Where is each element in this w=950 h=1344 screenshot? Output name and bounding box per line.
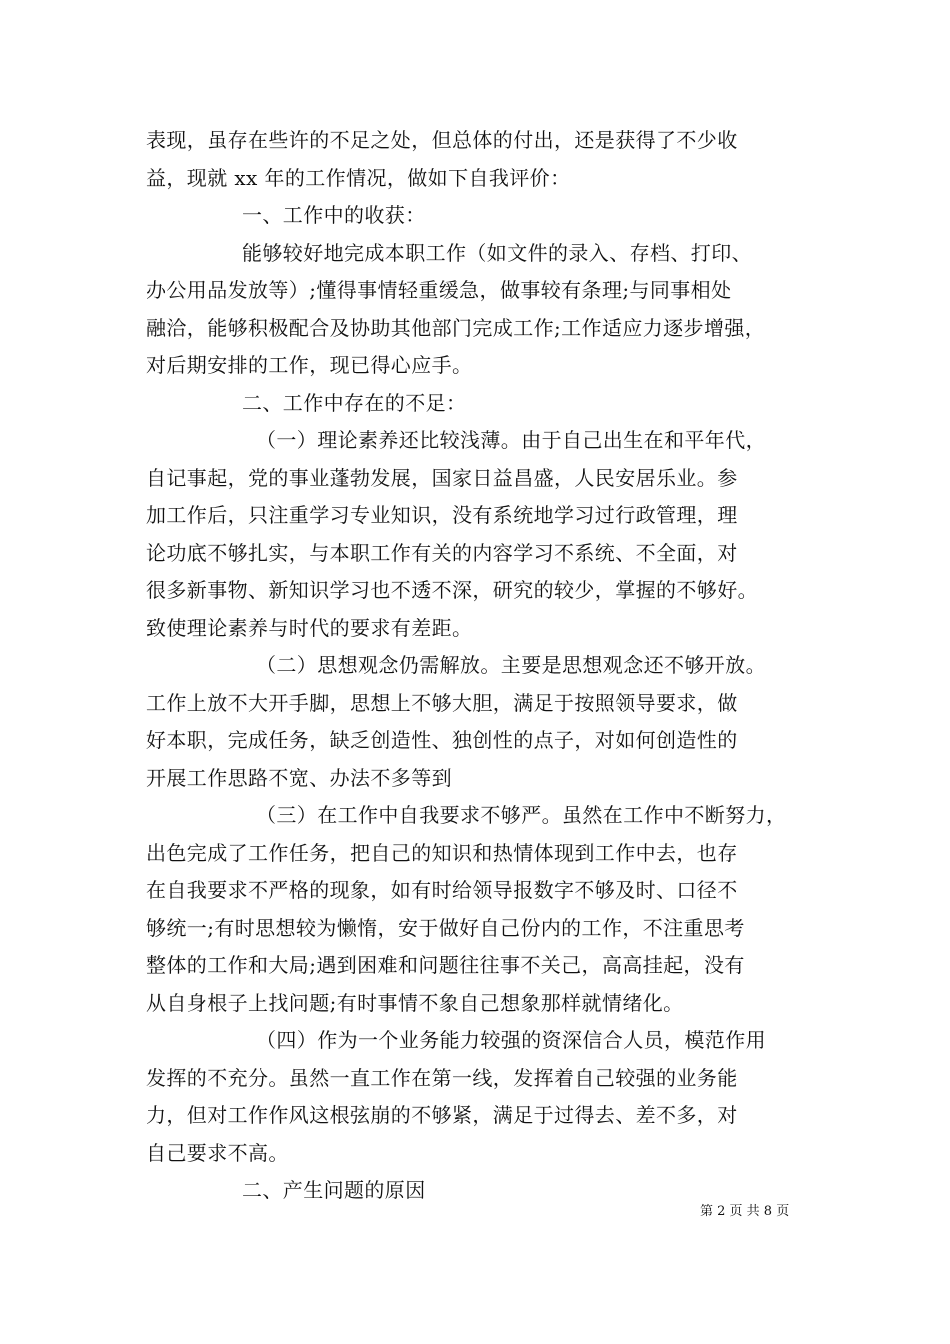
section-heading: 一、工作中的收获： [242, 203, 426, 227]
text-line: 致使理论素养与时代的要求有差距。 [146, 615, 473, 640]
section-heading: 二、产生问题的原因 [242, 1178, 426, 1202]
text-line: 表现，虽存在些许的不足之处，但总体的付出，还是获得了不少收 [146, 128, 738, 152]
text-line: 自己要求不高。 [146, 1140, 289, 1165]
text-line: （三）在工作中自我要求不够严。虽然在工作中不断努力， [256, 803, 787, 827]
text-line: 能够较好地完成本职工作（如文件的录入、存档、打印、 [242, 240, 752, 265]
text-line: 论功底不够扎实，与本职工作有关的内容学习不系统、不全面，对 [146, 540, 738, 565]
text-line: 办公用品发放等）;懂得事情轻重缓急，做事较有条理;与同事相处 [146, 278, 732, 302]
text-line: 力，但对工作作风这根弦崩的不够紧，满足于过得去、差不多，对 [146, 1103, 738, 1127]
text-line: 在自我要求不严格的现象，如有时给领导报数字不够及时、口径不 [146, 878, 738, 902]
text-line: 好本职，完成任务，缺乏创造性、独创性的点子，对如何创造性的 [146, 728, 738, 752]
text-line: 工作上放不大开手脚，思想上不够大胆，满足于按照领导要求，做 [146, 690, 738, 715]
document-body [146, 122, 814, 1210]
text-line: 整体的工作和大局;遇到困难和问题往往事不关己，高高挂起，没有 [146, 953, 745, 977]
section-heading: 二、工作中存在的不足： [242, 390, 467, 415]
text-line: 融洽，能够积极配合及协助其他部门完成工作;工作适应力逐步增强， [146, 315, 766, 340]
text-line: 对后期安排的工作，现已得心应手。 [146, 353, 473, 377]
text-line: 开展工作思路不宽、办法不多等到 [146, 765, 452, 790]
text-line: 自记事起，党的事业蓬勃发展，国家日益昌盛，人民安居乐业。参 [146, 465, 738, 490]
text-line: （四）作为一个业务能力较强的资深信合人员，模范作用 [256, 1028, 766, 1052]
text-line: 加工作后，只注重学习专业知识，没有系统地学习过行政管理，理 [146, 503, 738, 527]
text-line: （一）理论素养还比较浅薄。由于自己出生在和平年代， [256, 428, 766, 452]
text-line: 发挥的不充分。虽然一直工作在第一线，发挥着自己较强的业务能 [146, 1065, 738, 1090]
text-line: 够统一;有时思想较为懒惰，安于做好自己份内的工作，不注重思考 [146, 915, 745, 940]
text-line: （二）思想观念仍需解放。主要是思想观念还不够开放。 [256, 653, 766, 677]
text-line: 从自身根子上找问题;有时事情不象自己想象那样就情绪化。 [146, 990, 684, 1015]
text-line: 很多新事物、新知识学习也不透不深，研究的较少，掌握的不够好。 [146, 578, 758, 602]
text-line: 出色完成了工作任务，把自己的知识和热情体现到工作中去，也存 [146, 840, 738, 865]
text-line: 益，现就 xx 年的工作情况，做如下自我评价： [146, 165, 571, 190]
page-number-footer: 第 2 页 共 8 页 [700, 1204, 790, 1219]
